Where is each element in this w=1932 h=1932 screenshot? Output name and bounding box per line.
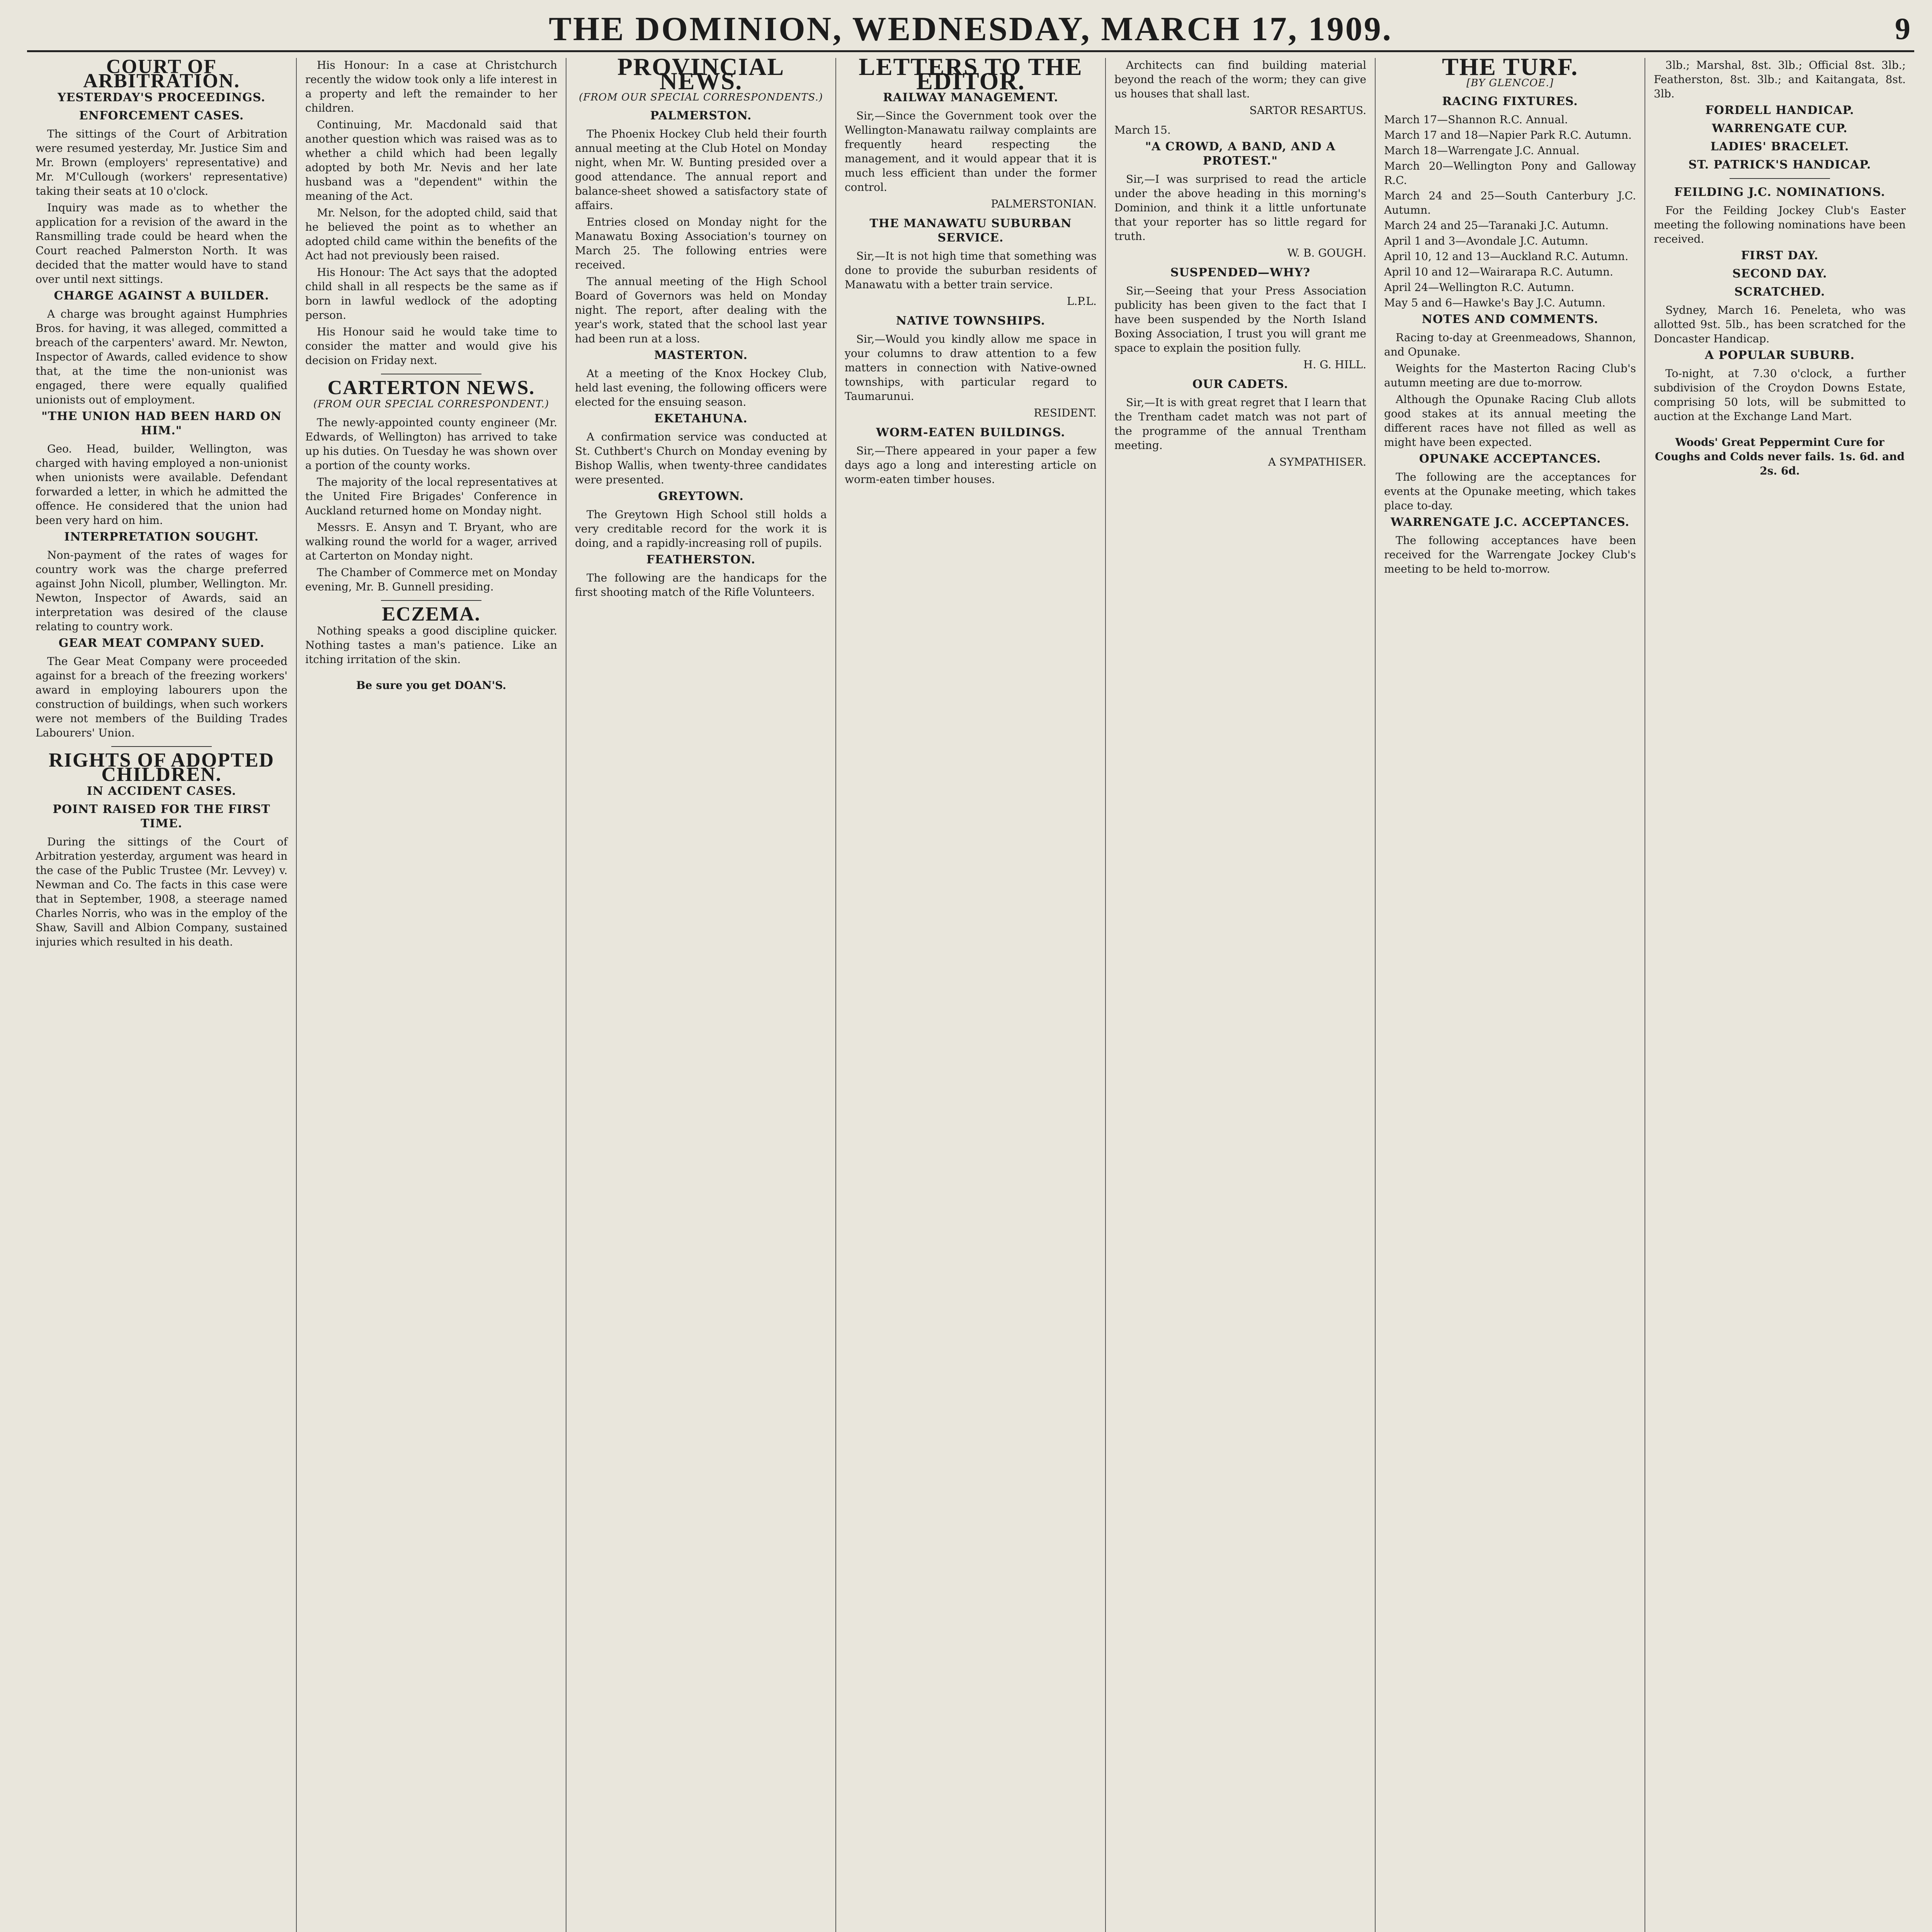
columns — [27, 58, 1914, 1932]
fixture-line: March 20—Wellington Pony and Galloway R.C. — [1384, 160, 1636, 187]
letter-signature: H. G. HILL. — [1303, 358, 1366, 371]
column-2-body — [305, 58, 557, 692]
page-number: 9 — [1895, 12, 1910, 46]
carterton-news-heading: CARTERTON NEWS. — [327, 377, 535, 399]
article-paragraph: The following are the acceptances for events at the Opunake meeting, which takes place to-day. — [1384, 471, 1636, 512]
proceedings-subhead: YESTERDAY'S PROCEEDINGS. — [58, 91, 265, 104]
feilding-nominations-heading: FEILDING J.C. NOMINATIONS. — [1674, 185, 1886, 199]
ladies-bracelet-heading: LADIES' BRACELET. — [1710, 140, 1849, 153]
divider — [1730, 178, 1830, 179]
enforcement-cases-heading: ENFORCEMENT CASES. — [79, 109, 244, 122]
column-4-body — [845, 60, 1097, 486]
fixture-line: April 1 and 3—Avondale J.C. Autumn. — [1384, 235, 1588, 247]
letter-signature: W. B. GOUGH. — [1287, 247, 1366, 259]
article-paragraph: Messrs. E. Ansyn and T. Bryant, who are walking round the world for a wager, arrived at Carterton on Monday night. — [305, 521, 557, 562]
article-paragraph: Racing to-day at Greenmeadows, Shannon, and Opunake. — [1384, 331, 1636, 358]
article-paragraph: 3lb.; Marshal, 8st. 3lb.; Official 8st. 3lb.; Featherston, 8st. 3lb.; and Kaitangata, 8st. 3lb. — [1654, 59, 1906, 100]
divider — [111, 746, 212, 747]
article-paragraph: The sittings of the Court of Arbitration were resumed yesterday, Mr. Justice Sim and Mr. Brown (employers' representative) and Mr. M'Cullough (workers' representative) taking their seats at 10 o'clock. — [36, 128, 287, 197]
letter-date: March 15. — [1114, 124, 1171, 136]
adopted-children-heading: RIGHTS OF ADOPTED CHILDREN. — [49, 749, 274, 786]
town-heading-eketahuna: EKETAHUNA. — [654, 412, 748, 425]
article-paragraph: Weights for the Masterton Racing Club's autumn meeting are due to-morrow. — [1384, 362, 1636, 389]
racing-fixtures-heading: RACING FIXTURES. — [1442, 95, 1578, 108]
town-heading-greytown: GREYTOWN. — [658, 490, 744, 503]
column-6-body — [1384, 60, 1636, 576]
article-paragraph: Non-payment of the rates of wages for country work was the charge preferred against John Nicoll, plumber, Wellington. Mr. Newton, Inspector of Awards, said an interpretation was desired of the clause relating to country work. — [36, 549, 287, 633]
article-paragraph: Inquiry was made as to whether the application for a revision of the award in the Ransmilling trade could be heard when the Court reached Palmerston North. It was decided that the matter would have to stand over until next sittings. — [36, 201, 287, 286]
column-1 — [27, 58, 296, 1932]
letter-paragraph: Sir,—Seeing that your Press Association publicity has been given to the fact that I have been suspended by the North Island Boxing Association, I trust you will grant me space to explain the position fully. — [1114, 284, 1366, 354]
article-paragraph: For the Feilding Jockey Club's Easter meeting the following nominations have been received. — [1654, 204, 1906, 245]
article-paragraph: The following acceptances have been received for the Warrengate Jockey Club's meeting to be held to-morrow. — [1384, 534, 1636, 575]
column-5-body — [1114, 58, 1366, 469]
fixture-line: March 24 and 25—Taranaki J.C. Autumn. — [1384, 219, 1609, 232]
provincial-dek: (FROM OUR SPECIAL CORRESPONDENTS.) — [579, 92, 823, 103]
article-paragraph: Continuing, Mr. Macdonald said that another question which was raised was as to whether a child which had been legally adopted by both Mr. Nevis and her late husband was a "dependent" within the meaning of the Act. — [305, 118, 557, 202]
fixture-line: March 17 and 18—Napier Park R.C. Autumn. — [1384, 129, 1632, 141]
column-6 — [1375, 58, 1645, 1932]
popular-suburb-heading: A POPULAR SUBURB. — [1705, 349, 1855, 362]
doans-advert-tagline: Be sure you get DOAN'S. — [356, 679, 507, 692]
column-1-body — [36, 60, 287, 949]
column-3-body — [575, 60, 827, 599]
letter-paragraph: Sir,—Since the Government took over the Wellington-Manawatu railway complaints are frequently heard respecting the management, and it would appear that it is much less efficient than under the former control. — [845, 109, 1097, 194]
scratched-heading: SCRATCHED. — [1734, 285, 1825, 299]
town-heading-palmerston: PALMERSTON. — [650, 109, 752, 122]
masthead-title: THE DOMINION, WEDNESDAY, MARCH 17, 1909. — [549, 10, 1393, 48]
point-raised-heading: POINT RAISED FOR THE FIRST TIME. — [53, 803, 270, 830]
st-patricks-handicap-heading: ST. PATRICK'S HANDICAP. — [1688, 158, 1871, 172]
article-paragraph: Although the Opunake Racing Club allots good stakes at its annual meeting the different races have not filled as well as might have been expected. — [1384, 393, 1636, 449]
fixture-line: April 10 and 12—Wairarapa R.C. Autumn. — [1384, 265, 1613, 278]
article-paragraph: A confirmation service was conducted at St. Cuthbert's Church on Monday evening by Bishop Wallis, when twenty-three candidates were presented. — [575, 430, 827, 486]
letter-signature: RESIDENT. — [1034, 406, 1097, 419]
first-day-heading: FIRST DAY. — [1741, 249, 1819, 262]
column-7 — [1645, 58, 1914, 1932]
our-cadets-heading: OUR CADETS. — [1192, 378, 1289, 391]
letter-paragraph: Sir,—I was surprised to read the article under the above heading in this morning's Dominion, and think it a little unfortunate that your reporter has so little regard for truth. — [1114, 173, 1366, 243]
letter-paragraph: Sir,—It is not high time that something was done to provide the suburban residents of Manawatu with a better train service. — [845, 250, 1097, 291]
fixture-line: April 10, 12 and 13—Auckland R.C. Autumn. — [1384, 250, 1629, 263]
article-paragraph: His Honour: In a case at Christchurch recently the widow took only a life interest in a property and left the remainder to her children. — [305, 59, 557, 114]
fixture-line: March 24 and 25—South Canterbury J.C. Autumn. — [1384, 189, 1636, 216]
article-paragraph: Geo. Head, builder, Wellington, was charged with having employed a non-unionist when unionists were available. Defendant forwarded a letter, in which he admitted the offence. He considered that the union had been very hard on him. — [36, 442, 287, 527]
column-4 — [835, 58, 1105, 1932]
carterton-dek: (FROM OUR SPECIAL CORRESPONDENT.) — [313, 398, 549, 410]
article-paragraph: The newly-appointed county engineer (Mr. Edwards, of Wellington) has arrived to take up his duties. On Tuesday he was shown over a portion of the county works. — [305, 416, 557, 472]
town-heading-masterton: MASTERTON. — [654, 349, 748, 362]
article-paragraph: Mr. Nelson, for the adopted child, said that he believed the point as to whether an adopted child came within the benefits of the Act had not previously been raised. — [305, 206, 557, 262]
article-paragraph: Entries closed on Monday night for the Manawatu Boxing Association's tourney on March 25. The following entries were received. — [575, 216, 827, 271]
column-3 — [566, 58, 835, 1932]
letter-paragraph: Sir,—It is with great regret that I learn that the Trentham cadet match was not part of the programme of the annual Trentham meeting. — [1114, 396, 1366, 452]
masthead — [27, 8, 1914, 52]
accident-cases-heading: IN ACCIDENT CASES. — [87, 784, 236, 798]
eczema-heading: ECZEMA. — [382, 603, 481, 625]
letter-signature: PALMERSTONIAN. — [991, 197, 1097, 210]
article-paragraph: At a meeting of the Knox Hockey Club, held last evening, the following officers were elected for the ensuing season. — [575, 367, 827, 408]
town-heading-featherston: FEATHERSTON. — [646, 553, 756, 566]
interpretation-sought-heading: INTERPRETATION SOUGHT. — [64, 530, 259, 544]
column-5 — [1105, 58, 1375, 1932]
court-of-arbitration-heading: COURT OF ARBITRATION. — [83, 58, 240, 92]
divider — [381, 600, 482, 601]
provincial-news-heading: PROVINCIAL NEWS. — [617, 58, 785, 95]
article-paragraph: A charge was brought against Humphries Bros. for having, it was alleged, committed a breach of the carpenters' award. Mr. Newton, Inspector of Awards, called evidence to show that, at the time the non-unionist was engaged, there were equally qualified unionists out of employment. — [36, 308, 287, 406]
article-paragraph: To-night, at 7.30 o'clock, a further subdivision of the Croydon Downs Estate, comprising 50 lots, will be submitted to auction at the Exchange Land Mart. — [1654, 367, 1906, 423]
fixture-line: April 24—Wellington R.C. Autumn. — [1384, 281, 1575, 294]
article-paragraph: The Chamber of Commerce met on Monday evening, Mr. B. Gunnell presiding. — [305, 566, 557, 593]
fordell-handicap-heading: FORDELL HANDICAP. — [1705, 104, 1854, 117]
column-7-body — [1654, 58, 1906, 478]
article-paragraph: The Phoenix Hockey Club held their fourth annual meeting at the Club Hotel on Monday night, when Mr. W. Bunting presided over a good attendance. The annual report and balance-sheet showed a satisfactory state of affairs. — [575, 128, 827, 212]
advert-paragraph: Nothing speaks a good discipline quicker. Nothing tastes a man's patience. Like an itching irritation of the skin. — [305, 624, 557, 666]
letter-signature: L.P.L. — [1066, 295, 1097, 308]
suburban-service-heading: THE MANAWATU SUBURBAN SERVICE. — [869, 217, 1072, 245]
article-paragraph: The Greytown High School still holds a very creditable record for the work it is doing, and a rapidly-increasing roll of pupils. — [575, 508, 827, 549]
warrengate-cup-heading: WARRENGATE CUP. — [1712, 122, 1848, 135]
native-townships-heading: NATIVE TOWNSHIPS. — [896, 314, 1046, 328]
article-paragraph: The following are the handicaps for the first shooting match of the Rifle Volunteers. — [575, 571, 827, 599]
article-paragraph: His Honour: The Act says that the adopted child shall in all respects be the same as if born in lawful wedlock of the adopting person. — [305, 266, 557, 321]
article-paragraph: His Honour said he would take time to consider the matter and would give his decision on Friday next. — [305, 325, 557, 367]
suspended-why-heading: SUSPENDED—WHY? — [1170, 266, 1311, 279]
fixture-line: May 5 and 6—Hawke's Bay J.C. Autumn. — [1384, 296, 1605, 309]
letter-paragraph: Sir,—Would you kindly allow me space in your columns to draw attention to a few matters in connection with Native-owned townships, with particular regard to Taumarunui. — [845, 333, 1097, 403]
article-paragraph: The majority of the local representatives at the United Fire Brigades' Conference in Auckland returned home on Monday night. — [305, 476, 557, 517]
opunake-acceptances-heading: OPUNAKE ACCEPTANCES. — [1419, 452, 1601, 466]
article-paragraph: Sydney, March 16. Peneleta, who was allotted 9st. 5lb., has been scratched for the Doncaster Handicap. — [1654, 304, 1906, 345]
the-turf-heading: THE TURF. — [1442, 58, 1578, 80]
union-hard-on-him-heading: "THE UNION HAD BEEN HARD ON HIM." — [41, 410, 282, 437]
letter-signature: SARTOR RESARTUS. — [1249, 104, 1366, 117]
turf-byline: [BY GLENCOE.] — [1466, 77, 1554, 89]
notes-and-comments-heading: NOTES AND COMMENTS. — [1422, 313, 1599, 326]
letters-to-editor-heading: LETTERS TO THE EDITOR. — [859, 58, 1083, 95]
letter-paragraph: Architects can find building material beyond the reach of the worm; they can give us houses that shall last. — [1114, 59, 1366, 100]
second-day-heading: SECOND DAY. — [1732, 267, 1827, 281]
charge-against-builder-heading: CHARGE AGAINST A BUILDER. — [54, 289, 269, 303]
warrengate-acceptances-heading: WARRENGATE J.C. ACCEPTANCES. — [1390, 515, 1630, 529]
worm-eaten-buildings-heading: WORM-EATEN BUILDINGS. — [876, 426, 1065, 439]
article-paragraph: The annual meeting of the High School Board of Governors was held on Monday night. The report, after dealing with the year's work, stated that the school last year had been run at a loss. — [575, 275, 827, 345]
railway-management-heading: RAILWAY MANAGEMENT. — [883, 91, 1058, 104]
article-paragraph: During the sittings of the Court of Arbitration yesterday, argument was heard in the case of the Public Trustee (Mr. Levvey) v. Newman and Co. The facts in this case were that in September, 1908, a steerage named Charles Norris, who was in the employ of the Shaw, Savill and Albion Company, sustained injuries which resulted in his death. — [36, 835, 287, 948]
gear-meat-company-heading: GEAR MEAT COMPANY SUED. — [58, 636, 265, 650]
article-paragraph: The Gear Meat Company were proceeded against for a breach of the freezing workers' award in employing labourers upon the construction of buildings, when such workers were not members of the Building Trades Labourers' Union. — [36, 655, 287, 739]
column-2 — [296, 58, 566, 1932]
letter-signature: A SYMPATHISER. — [1268, 456, 1366, 468]
peppermint-cure-advert: Woods' Great Peppermint Cure for Coughs and Colds never fails. 1s. 6d. and 2s. 6d. — [1655, 436, 1905, 477]
crowd-band-protest-heading: "A CROWD, A BAND, AND A PROTEST." — [1145, 140, 1336, 168]
fixture-line: March 18—Warrengate J.C. Annual. — [1384, 144, 1580, 157]
letter-paragraph: Sir,—There appeared in your paper a few days ago a long and interesting article on worm-eaten timber houses. — [845, 444, 1097, 486]
fixture-line: March 17—Shannon R.C. Annual. — [1384, 113, 1568, 126]
